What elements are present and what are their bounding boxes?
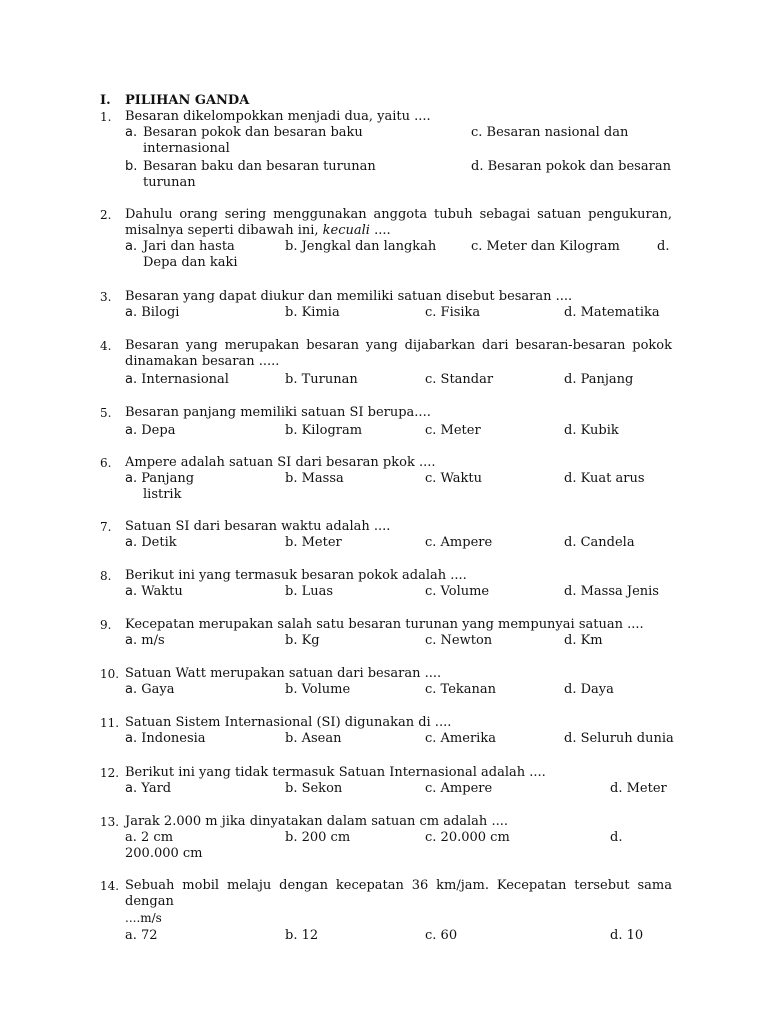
option-c[interactable]: c. Meter [425, 423, 481, 438]
question-8 [100, 568, 672, 601]
question-6 [100, 455, 672, 505]
question-text: Satuan Watt merupakan satuan dari besaran .... [125, 666, 442, 681]
option-c[interactable]: c. Tekanan [425, 682, 497, 697]
option-b[interactable]: b. Sekon [285, 781, 343, 796]
option-a[interactable]: a. Depa [125, 423, 176, 438]
question-text: Jarak 2.000 m jika dinyatakan dalam satuan cm adalah .... [125, 814, 508, 829]
question-2 [100, 207, 672, 273]
question-emphasis: kecuali [322, 223, 370, 238]
option-b[interactable]: b. 200 cm [285, 830, 351, 845]
option-b[interactable]: b. [125, 159, 138, 174]
question-text: Besaran dikelompokkan menjadi dua, yaitu .... [125, 109, 431, 124]
options-row [125, 731, 672, 748]
option-a[interactable]: a. [125, 125, 138, 140]
option-c[interactable]: c. Meter dan Kilogram [471, 239, 620, 254]
option-d[interactable]: d. Candela [564, 535, 635, 550]
question-number: 3. [100, 290, 112, 304]
question-number: 9. [100, 618, 112, 632]
option-d[interactable]: d. [657, 239, 670, 254]
option-c[interactable]: c. Standar [425, 372, 494, 387]
question-text: Satuan SI dari besaran waktu adalah .... [125, 519, 391, 534]
option-a-text: Jari dan hasta [143, 239, 235, 254]
option-a[interactable]: a. Bilogi [125, 305, 180, 320]
option-a[interactable]: a. Waktu [125, 584, 183, 599]
option-b[interactable]: b. Meter [285, 535, 342, 550]
option-d-text: Depa dan kaki [143, 255, 238, 270]
option-c[interactable]: c. Besaran nasional dan [471, 125, 629, 140]
options-row [125, 239, 672, 273]
question-number: 2. [100, 208, 112, 222]
option-b[interactable]: b. Kilogram [285, 423, 363, 438]
option-a-text: Besaran pokok dan besaran baku internasional [143, 125, 363, 156]
question-number: 10. [100, 667, 120, 681]
option-c[interactable]: c. 60 [425, 928, 458, 943]
question-number: 11. [100, 716, 120, 730]
option-b[interactable]: b. Kimia [285, 305, 340, 320]
option-b[interactable]: b. Turunan [285, 372, 358, 387]
option-d[interactable]: d. Daya [564, 682, 614, 697]
option-b[interactable]: b. Massa [285, 471, 344, 486]
question-9 [100, 617, 672, 650]
options-row [125, 584, 672, 601]
question-10 [100, 666, 672, 699]
option-b[interactable]: b. Volume [285, 682, 351, 697]
question-number: 7. [100, 520, 112, 534]
option-a-text-cont: listrik [143, 487, 182, 502]
option-b-text-cont: turunan [143, 175, 196, 190]
options-row [125, 682, 672, 699]
options-row [125, 305, 672, 322]
option-c[interactable]: c. Waktu [425, 471, 483, 486]
question-1 [100, 109, 672, 193]
question-7 [100, 519, 672, 552]
question-text: Kecepatan merupakan salah satu besaran turunan yang mempunyai satuan .... [125, 617, 644, 632]
question-text: Besaran panjang memiliki satuan SI berupa.... [125, 405, 431, 420]
option-d[interactable]: d. Besaran pokok dan besaran [471, 159, 671, 174]
option-a[interactable]: a. Yard [125, 781, 172, 796]
option-a[interactable]: a. 2 cm [125, 830, 174, 845]
option-d[interactable]: d. Matematika [564, 305, 660, 320]
option-a[interactable]: a. Panjang [125, 471, 195, 486]
option-a[interactable]: a. 72 [125, 928, 158, 943]
question-text: Satuan Sistem Internasional (SI) digunakan di .... [125, 715, 452, 730]
question-14 [100, 878, 672, 945]
option-a[interactable]: a. Gaya [125, 682, 175, 697]
option-a[interactable]: a. Internasional [125, 372, 229, 387]
options-row [125, 372, 672, 389]
option-c[interactable]: c. Volume [425, 584, 490, 599]
option-d[interactable]: d. Kuat arus [564, 471, 645, 486]
options-row [125, 159, 672, 193]
option-a[interactable]: a. Detik [125, 535, 177, 550]
option-d[interactable]: d. Seluruh dunia [564, 731, 674, 746]
question-number: 14. [100, 879, 120, 893]
option-a[interactable]: a. [125, 239, 138, 254]
option-d[interactable]: d. Massa Jenis [564, 584, 659, 599]
question-number: 1. [100, 110, 112, 124]
question-4 [100, 338, 672, 389]
option-c[interactable]: c. Fisika [425, 305, 481, 320]
question-text: Besaran yang dapat diukur dan memiliki satuan disebut besaran .... [125, 289, 573, 304]
options-row [125, 781, 672, 798]
option-c[interactable]: c. Ampere [425, 781, 493, 796]
question-text: Besaran yang merupakan besaran yang dijabarkan dari besaran-besaran pokok dinamakan besaran ..... [125, 338, 672, 369]
option-c[interactable]: c. Newton [425, 633, 493, 648]
question-13 [100, 814, 672, 864]
options-row [125, 423, 672, 440]
option-a[interactable]: a. Indonesia [125, 731, 206, 746]
options-row [125, 471, 672, 505]
option-d[interactable]: d. Panjang [564, 372, 634, 387]
question-number: 13. [100, 815, 120, 829]
option-d[interactable]: d. Meter [610, 781, 667, 796]
option-b[interactable]: b. Kg [285, 633, 320, 648]
options-row [125, 633, 672, 650]
option-b[interactable]: b. Asean [285, 731, 342, 746]
options-row [125, 535, 672, 552]
option-d-text: 200.000 cm [125, 846, 203, 861]
question-text: Berikut ini yang tidak termasuk Satuan Internasional adalah .... [125, 765, 546, 780]
section-heading: PILIHAN GANDA [125, 93, 250, 108]
option-b[interactable]: b. Luas [285, 584, 334, 599]
option-b[interactable]: b. Jengkal dan langkah [285, 239, 437, 254]
question-text: Sebuah mobil melaju dengan kecepatan 36 km/jam. Kecepatan tersebut sama dengan [125, 878, 672, 909]
question-text: Berikut ini yang termasuk besaran pokok adalah .... [125, 568, 467, 583]
option-b-text: Besaran baku dan besaran turunan [143, 159, 376, 174]
option-c[interactable]: c. Amerika [425, 731, 496, 746]
option-a[interactable]: a. m/s [125, 633, 165, 648]
question-text: Ampere adalah satuan SI dari besaran pkok .... [125, 455, 436, 470]
options-row [125, 928, 672, 945]
question-number: 8. [100, 569, 112, 583]
question-11 [100, 715, 672, 748]
option-c[interactable]: c. Ampere [425, 535, 493, 550]
question-number: 5. [100, 406, 112, 420]
question-text-cont: ....m/s [125, 911, 162, 925]
question-number: 12. [100, 766, 120, 780]
question-12 [100, 765, 672, 798]
section-title [100, 93, 249, 108]
question-3 [100, 289, 672, 322]
question-number: 6. [100, 456, 112, 470]
option-d[interactable]: d. Kubik [564, 423, 619, 438]
options-row [125, 125, 672, 159]
options-row [125, 830, 672, 864]
option-b[interactable]: b. 12 [285, 928, 319, 943]
option-c[interactable]: c. 20.000 cm [425, 830, 510, 845]
option-d[interactable]: d. 10 [610, 928, 644, 943]
option-d[interactable]: d. Km [564, 633, 603, 648]
question-text: Dahulu orang sering menggunakan anggota tubuh sebagai satuan pengukuran, misalnya seperti dibawah ini, kecuali .... [125, 207, 672, 238]
option-d[interactable]: d. [610, 830, 623, 845]
question-5 [100, 405, 672, 440]
question-number: 4. [100, 339, 112, 353]
section-number: I. [100, 93, 111, 108]
